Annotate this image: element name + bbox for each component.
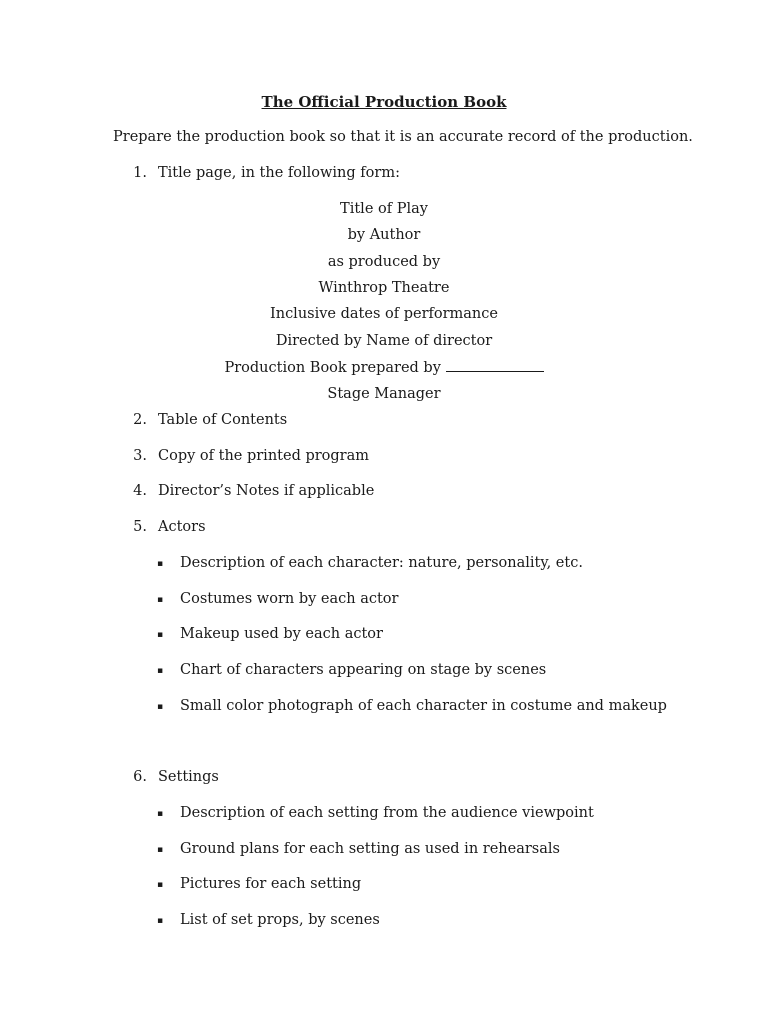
list-number: 2.: [133, 412, 147, 428]
list-number: 1.: [133, 165, 147, 181]
list-item-settings: Settings: [158, 769, 219, 785]
signature-blank-line: [446, 359, 544, 372]
list-item-printed-program: Copy of the printed program: [158, 448, 370, 464]
sub-item: Description of each setting from the audience viewpoint: [180, 805, 594, 821]
bullet-icon: ▪: [157, 880, 164, 890]
list-number: 4.: [133, 483, 147, 499]
sub-item: Costumes worn by each actor: [180, 591, 399, 607]
list-item-table-of-contents: Table of Contents: [158, 412, 288, 428]
title-page-line: as produced by: [327, 254, 441, 270]
title-page-line: Directed by Name of director: [275, 333, 493, 349]
title-page-line-prepared-by: [0, 359, 768, 376]
bullet-icon: ▪: [157, 845, 164, 855]
title-page-line: by Author: [347, 227, 421, 243]
list-number: 3.: [133, 448, 147, 464]
list-number: 5.: [133, 519, 147, 535]
bullet-icon: ▪: [157, 630, 164, 640]
title-page-line: Winthrop Theatre: [318, 280, 450, 296]
bullet-icon: ▪: [157, 916, 164, 926]
page-title: The Official Production Book: [261, 93, 507, 111]
list-item-title-page: Title page, in the following form:: [158, 165, 400, 181]
prepared-by-label: Production Book prepared by: [224, 360, 441, 376]
bullet-icon: ▪: [157, 702, 164, 712]
sub-item: List of set props, by scenes: [180, 912, 380, 928]
title-page-line: Stage Manager: [327, 386, 441, 402]
sub-item: Makeup used by each actor: [180, 626, 383, 642]
list-item-actors: Actors: [158, 519, 206, 535]
list-number: 6.: [133, 769, 147, 785]
bullet-icon: ▪: [157, 595, 164, 605]
title-page-line: Title of Play: [340, 201, 428, 217]
title-page-line: Inclusive dates of performance: [270, 306, 498, 322]
sub-item: Description of each character: nature, personality, etc.: [180, 555, 583, 571]
sub-item: Chart of characters appearing on stage by scenes: [180, 662, 547, 678]
list-item-directors-notes: Director’s Notes if applicable: [158, 483, 375, 499]
intro-paragraph: Prepare the production book so that it is an accurate record of the production.: [113, 129, 693, 145]
bullet-icon: ▪: [157, 666, 164, 676]
bullet-icon: ▪: [157, 559, 164, 569]
bullet-icon: ▪: [157, 809, 164, 819]
sub-item: Small color photograph of each character in costume and makeup: [180, 698, 667, 714]
sub-item: Pictures for each setting: [180, 876, 362, 892]
sub-item: Ground plans for each setting as used in rehearsals: [180, 841, 560, 857]
